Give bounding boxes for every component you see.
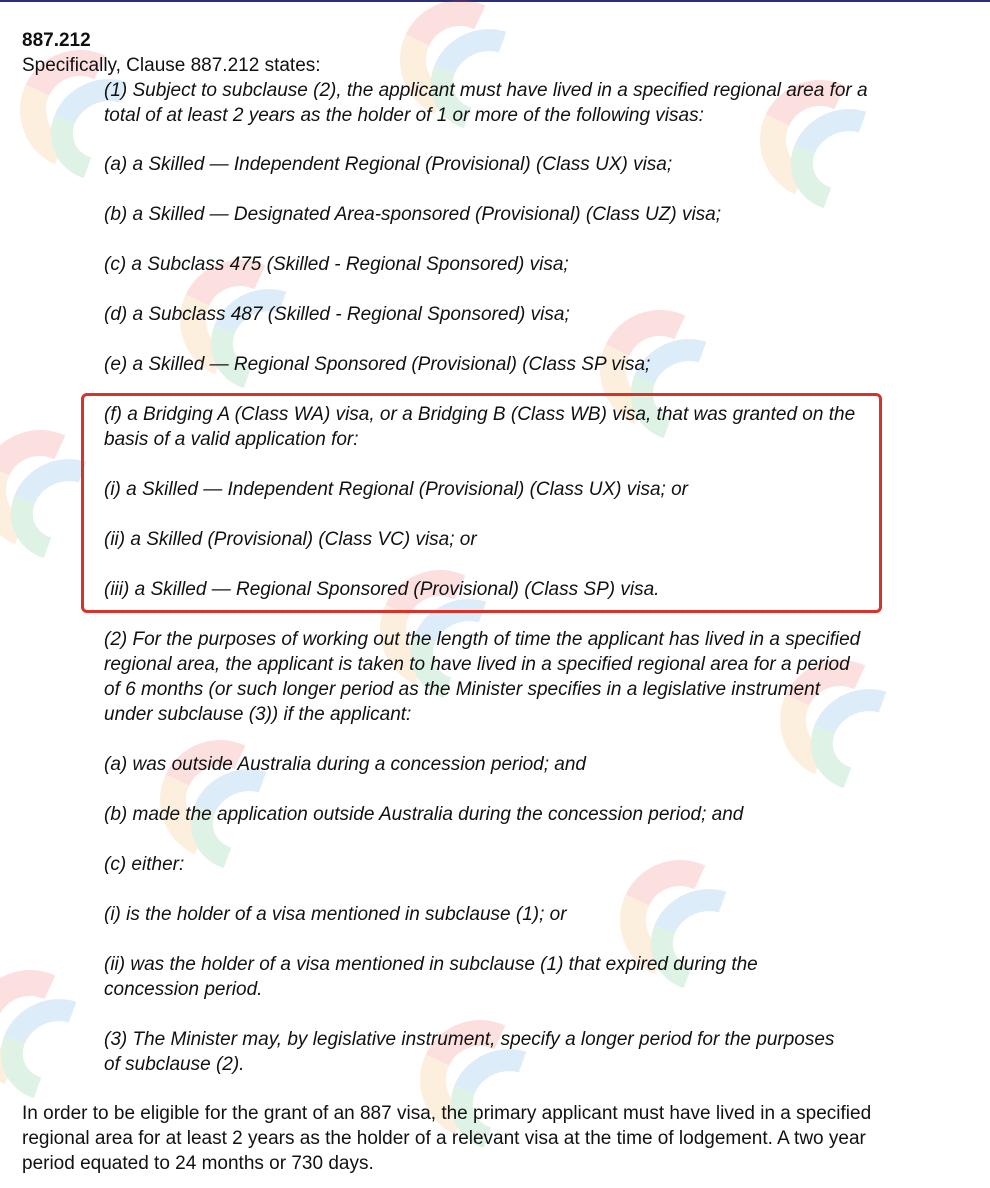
clause-paragraph: (ii) a Skilled (Provisional) (Class VC) visa; or — [104, 529, 477, 550]
clause-paragraph: (f) a Bridging A (Class WA) visa, or a Bridging B (Class WB) visa, that was granted on the basis of a valid application for: — [104, 404, 856, 450]
clause-paragraph: (ii) was the holder of a visa mentioned in subclause (1) that expired during the concession period. — [104, 954, 758, 1000]
clause-paragraph: (a) was outside Australia during a concession period; and — [104, 754, 586, 775]
clause-paragraph: (c) either: — [104, 854, 185, 875]
clause-paragraph: (d) a Subclass 487 (Skilled - Regional Sponsored) visa; — [104, 304, 570, 325]
section-heading: 887.212 — [22, 30, 91, 51]
clause-paragraph: (e) a Skilled — Regional Sponsored (Provisional) (Class SP visa; — [104, 354, 651, 375]
clause-paragraph: (2) For the purposes of working out the length of time the applicant has lived in a specified regional area, the applicant is taken to have lived in a specified regional area for a period of 6 months (or such longer period as the Minister specifies in a legislative instrument under subclause (3)) if the applicant: — [104, 629, 861, 725]
clause-paragraph: (i) is the holder of a visa mentioned in subclause (1); or — [104, 904, 567, 925]
clause-paragraph: (b) made the application outside Australia during the concession period; and — [104, 804, 744, 825]
clause-paragraph: (iii) a Skilled — Regional Sponsored (Provisional) (Class SP) visa. — [104, 579, 660, 600]
clause-paragraph: (1) Subject to subclause (2), the applicant must have lived in a specified regional area for a total of at least 2 years as the holder of 1 or more of the following visas: — [104, 80, 868, 126]
watermark-logo — [160, 730, 370, 870]
intro-line: Specifically, Clause 887.212 states: — [22, 55, 321, 76]
clause-paragraph: (3) The Minister may, by legislative instrument, specify a longer period for the purposes of subclause (2). — [104, 1029, 835, 1075]
clause-paragraph: (i) a Skilled — Independent Regional (Provisional) (Class UX) visa; or — [104, 479, 688, 500]
closing-paragraph: In order to be eligible for the grant of an 887 visa, the primary applicant must have lived in a specified regional area for at least 2 years as the holder of a relevant visa at the time of lodgement. A two year period equated to 24 months or 730 days. — [22, 1103, 872, 1174]
top-border-line — [0, 0, 990, 2]
clause-paragraph: (a) a Skilled — Independent Regional (Provisional) (Class UX) visa; — [104, 154, 673, 175]
clause-paragraph: (c) a Subclass 475 (Skilled - Regional Sponsored) visa; — [104, 254, 569, 275]
clause-paragraph: (b) a Skilled — Designated Area-sponsored (Provisional) (Class UZ) visa; — [104, 204, 722, 225]
